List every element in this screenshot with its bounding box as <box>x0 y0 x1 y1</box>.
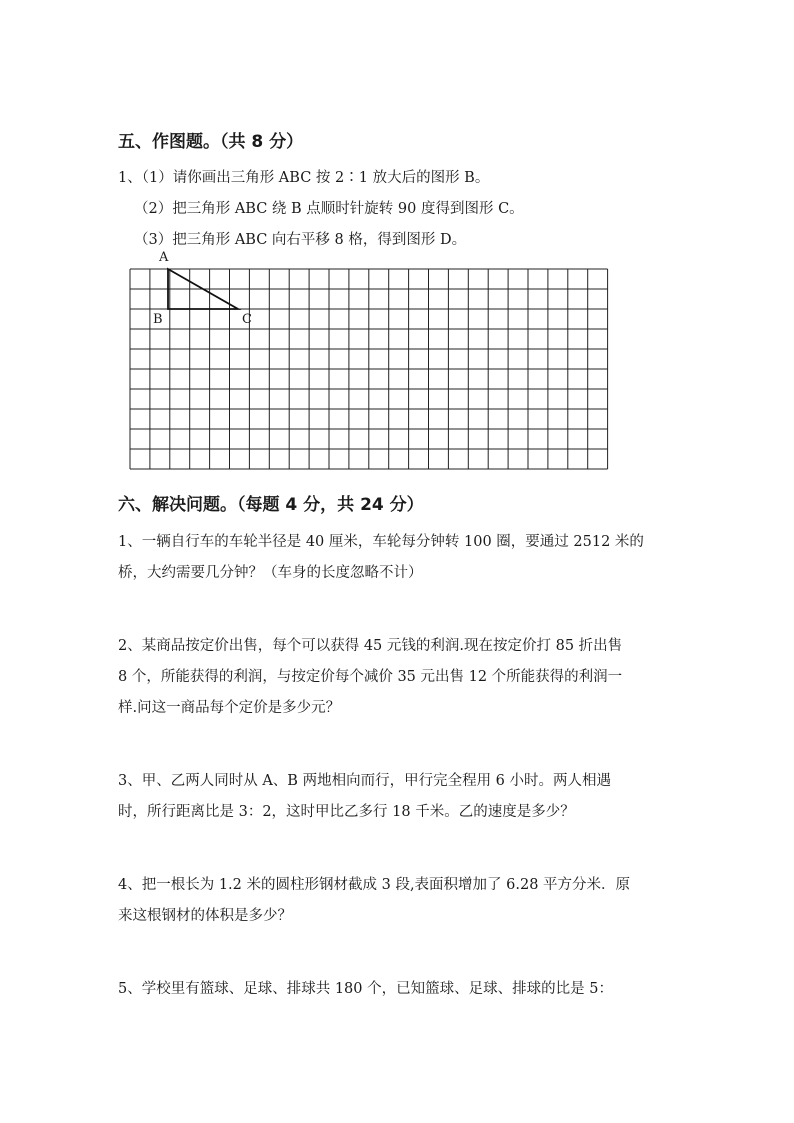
problem-1-line-1: 1、一辆自行车的车轮半径是 40 厘米，车轮每分钟转 100 圈，要通过 2512 米的 <box>118 534 644 550</box>
problem-3-line-1: 3、甲、乙两人同时从 A、B 两地相向而行，甲行完全程用 6 小时。两人相遇 <box>118 773 612 789</box>
problem-2-line-2: 8 个，所能获得的利润，与按定价每个减价 35 元出售 12 个所能获得的利润一 <box>118 669 623 685</box>
section-6-title: 六、解决问题。（每题 4 分，共 24 分） <box>118 495 424 515</box>
problem-4-line-1: 4、把一根长为 1.2 米的圆柱形钢材截成 3 段,表面积增加了 6.28 平方分米．原 <box>118 877 631 893</box>
q1-instruction-1: 1、（1）请你画出三角形 ABC 按 2∶1 放大后的图形 B。 <box>118 170 490 186</box>
problem-3-line-2: 时，所行距离比是 3：2，这时甲比乙多行 18 千米。乙的速度是多少？ <box>118 804 575 820</box>
problem-5-line-1: 5、学校里有篮球、足球、排球共 180 个，已知篮球、足球、排球的比是 5： <box>118 981 613 997</box>
drawing-grid <box>129 267 611 472</box>
vertex-b-label: B <box>153 312 163 327</box>
problem-4-line-2: 来这根钢材的体积是多少？ <box>118 908 292 924</box>
q1-instruction-3: （3）把三角形 ABC 向右平移 8 格，得到图形 D。 <box>134 232 467 248</box>
grid-lines <box>130 269 608 469</box>
problem-2-line-3: 样.问这一商品每个定价是多少元？ <box>118 700 341 716</box>
vertex-c-label: C <box>242 312 252 327</box>
problem-1-line-2: 桥，大约需要几分钟？（车身的长度忽略不计） <box>118 565 423 581</box>
problem-2-line-1: 2、某商品按定价出售，每个可以获得 45 元钱的利润.现在按定价打 85 折出售 <box>118 638 623 654</box>
q1-instruction-2: （2）把三角形 ABC 绕 B 点顺时针旋转 90 度得到图形 C。 <box>134 201 524 217</box>
section-5-title: 五、作图题。（共 8 分） <box>118 132 304 152</box>
vertex-a-label: A <box>159 250 169 265</box>
